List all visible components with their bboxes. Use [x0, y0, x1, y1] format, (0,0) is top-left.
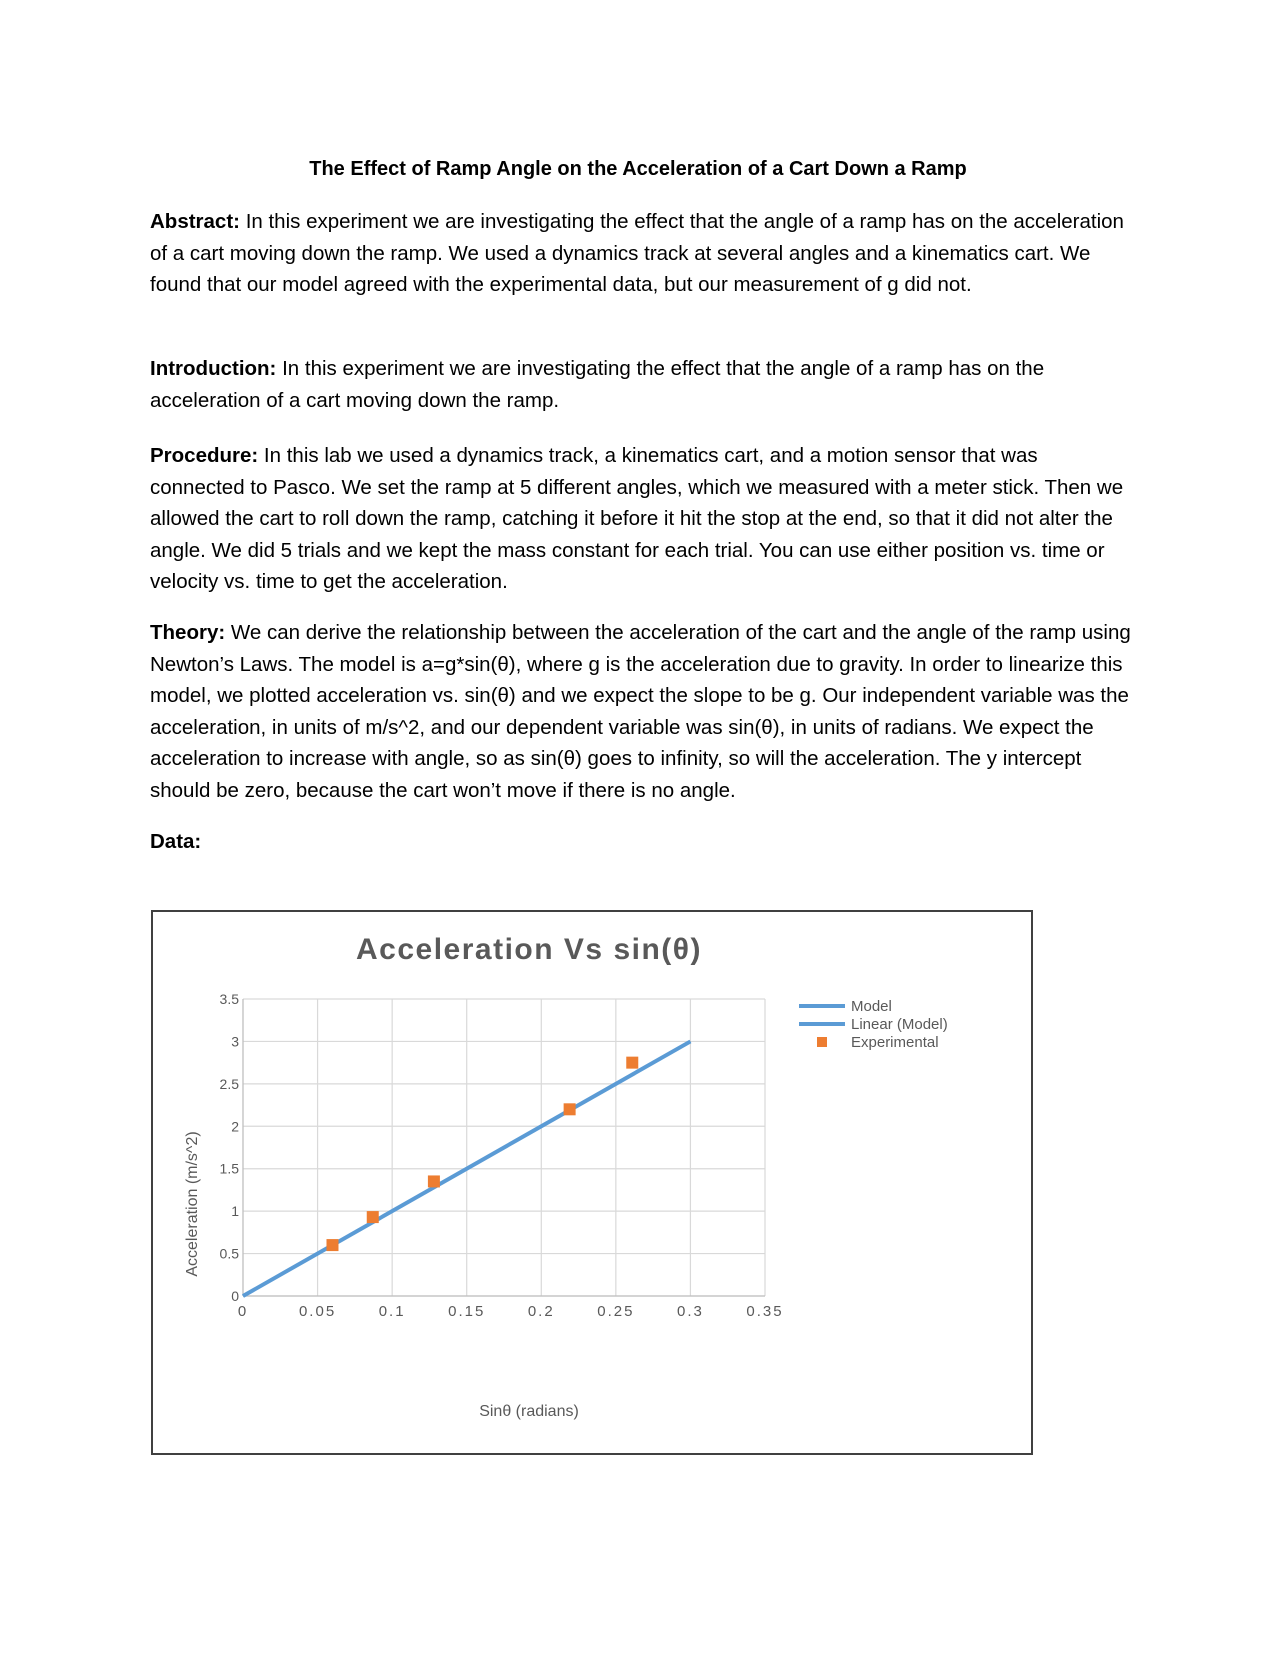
x-tick-label: 0.15	[448, 1303, 486, 1320]
chart-legend	[799, 998, 948, 1051]
chart-title: Acceleration Vs sin(θ)	[356, 933, 702, 966]
procedure-paragraph	[150, 440, 1135, 598]
experimental-point	[367, 1211, 379, 1223]
procedure-label: Procedure:	[150, 444, 259, 467]
x-tick-label: 0.25	[597, 1303, 635, 1320]
y-tick-label: 0.5	[219, 1245, 239, 1262]
y-axis-tick-labels	[220, 991, 240, 1304]
introduction-paragraph	[150, 353, 1135, 416]
x-tick-label: 0.3	[676, 1303, 704, 1320]
experimental-point	[626, 1057, 638, 1069]
chart-frame	[151, 910, 1033, 1455]
document-title: The Effect of Ramp Angle on the Acceleration of a Cart Down a Ramp	[309, 158, 967, 180]
x-tick-label: 0.2	[527, 1303, 555, 1320]
x-tick-label: 0.35	[746, 1303, 784, 1320]
experimental-points	[326, 1057, 638, 1251]
experimental-point	[564, 1103, 576, 1115]
x-axis-tick-labels	[238, 1303, 784, 1320]
x-tick-label: 0	[237, 1303, 249, 1320]
y-tick-label: 3.5	[219, 991, 239, 1007]
legend-entry-label: Model	[851, 998, 892, 1015]
introduction-text: In this experiment we are investigating the effect that the angle of a ramp has on the acceleration of a cart moving down the ramp.	[150, 357, 1045, 412]
abstract-paragraph	[150, 206, 1135, 301]
experimental-point	[428, 1175, 440, 1187]
legend-marker-experimental	[817, 1037, 827, 1047]
y-tick-label: 2.5	[219, 1075, 239, 1092]
theory-paragraph	[150, 617, 1135, 806]
legend-entry-label: Linear (Model)	[851, 1016, 948, 1033]
procedure-text: In this lab we used a dynamics track, a kinematics cart, and a motion sensor that was connected to Pasco. We set the ramp at 5 different angles, which we measured with a meter stick. Then we allowed the cart to roll down the ramp, catching it before it hit the stop at the end, so that it did not alter the angle. We did 5 trials and we kept the mass constant for each trial. You can use either position vs. time or velocity vs. time to get the acceleration.	[150, 444, 1124, 593]
data-heading	[150, 826, 1135, 858]
acceleration-chart	[153, 912, 1031, 1453]
y-tick-label: 3	[231, 1033, 239, 1050]
introduction-label: Introduction:	[150, 357, 277, 380]
abstract-label: Abstract:	[150, 210, 240, 233]
y-tick-label: 1.5	[219, 1160, 239, 1177]
y-axis-label: Acceleration (m/s^2)	[184, 1131, 201, 1277]
abstract-text: In this experiment we are investigating the effect that the angle of a ramp has on the acceleration of a cart moving down the ramp. We used a dynamics track at several angles and a kinematics cart. We found that our model agreed with the experimental data, but our measurement of g did not.	[150, 210, 1124, 296]
y-tick-label: 0	[231, 1288, 239, 1304]
experimental-point	[326, 1239, 338, 1251]
data-label: Data:	[150, 830, 202, 853]
x-tick-label: 0.05	[298, 1303, 337, 1320]
y-tick-label: 2	[231, 1118, 239, 1135]
theory-text: We can derive the relationship between the acceleration of the cart and the angle of the ramp using Newton’s Laws. The model is a=g*sin(θ), where g is the acceleration due to gravity. In order to linearize this model, we plotted acceleration vs. sin(θ) and we expect the slope to be g. Our independent variable was the acceleration, in units of m/s^2, and our dependent variable was sin(θ), in units of radians. We expect the acceleration to increase with angle, so as sin(θ) goes to infinity, so will the acceleration. The y intercept should be zero, because the cart won’t move if there is no angle.	[150, 621, 1131, 802]
legend-entry-label: Experimental	[851, 1034, 939, 1051]
x-tick-label: 0.1	[378, 1303, 406, 1320]
y-tick-label: 1	[231, 1203, 239, 1220]
x-axis-label: Sinθ (radians)	[479, 1403, 579, 1420]
theory-label: Theory:	[150, 621, 226, 644]
